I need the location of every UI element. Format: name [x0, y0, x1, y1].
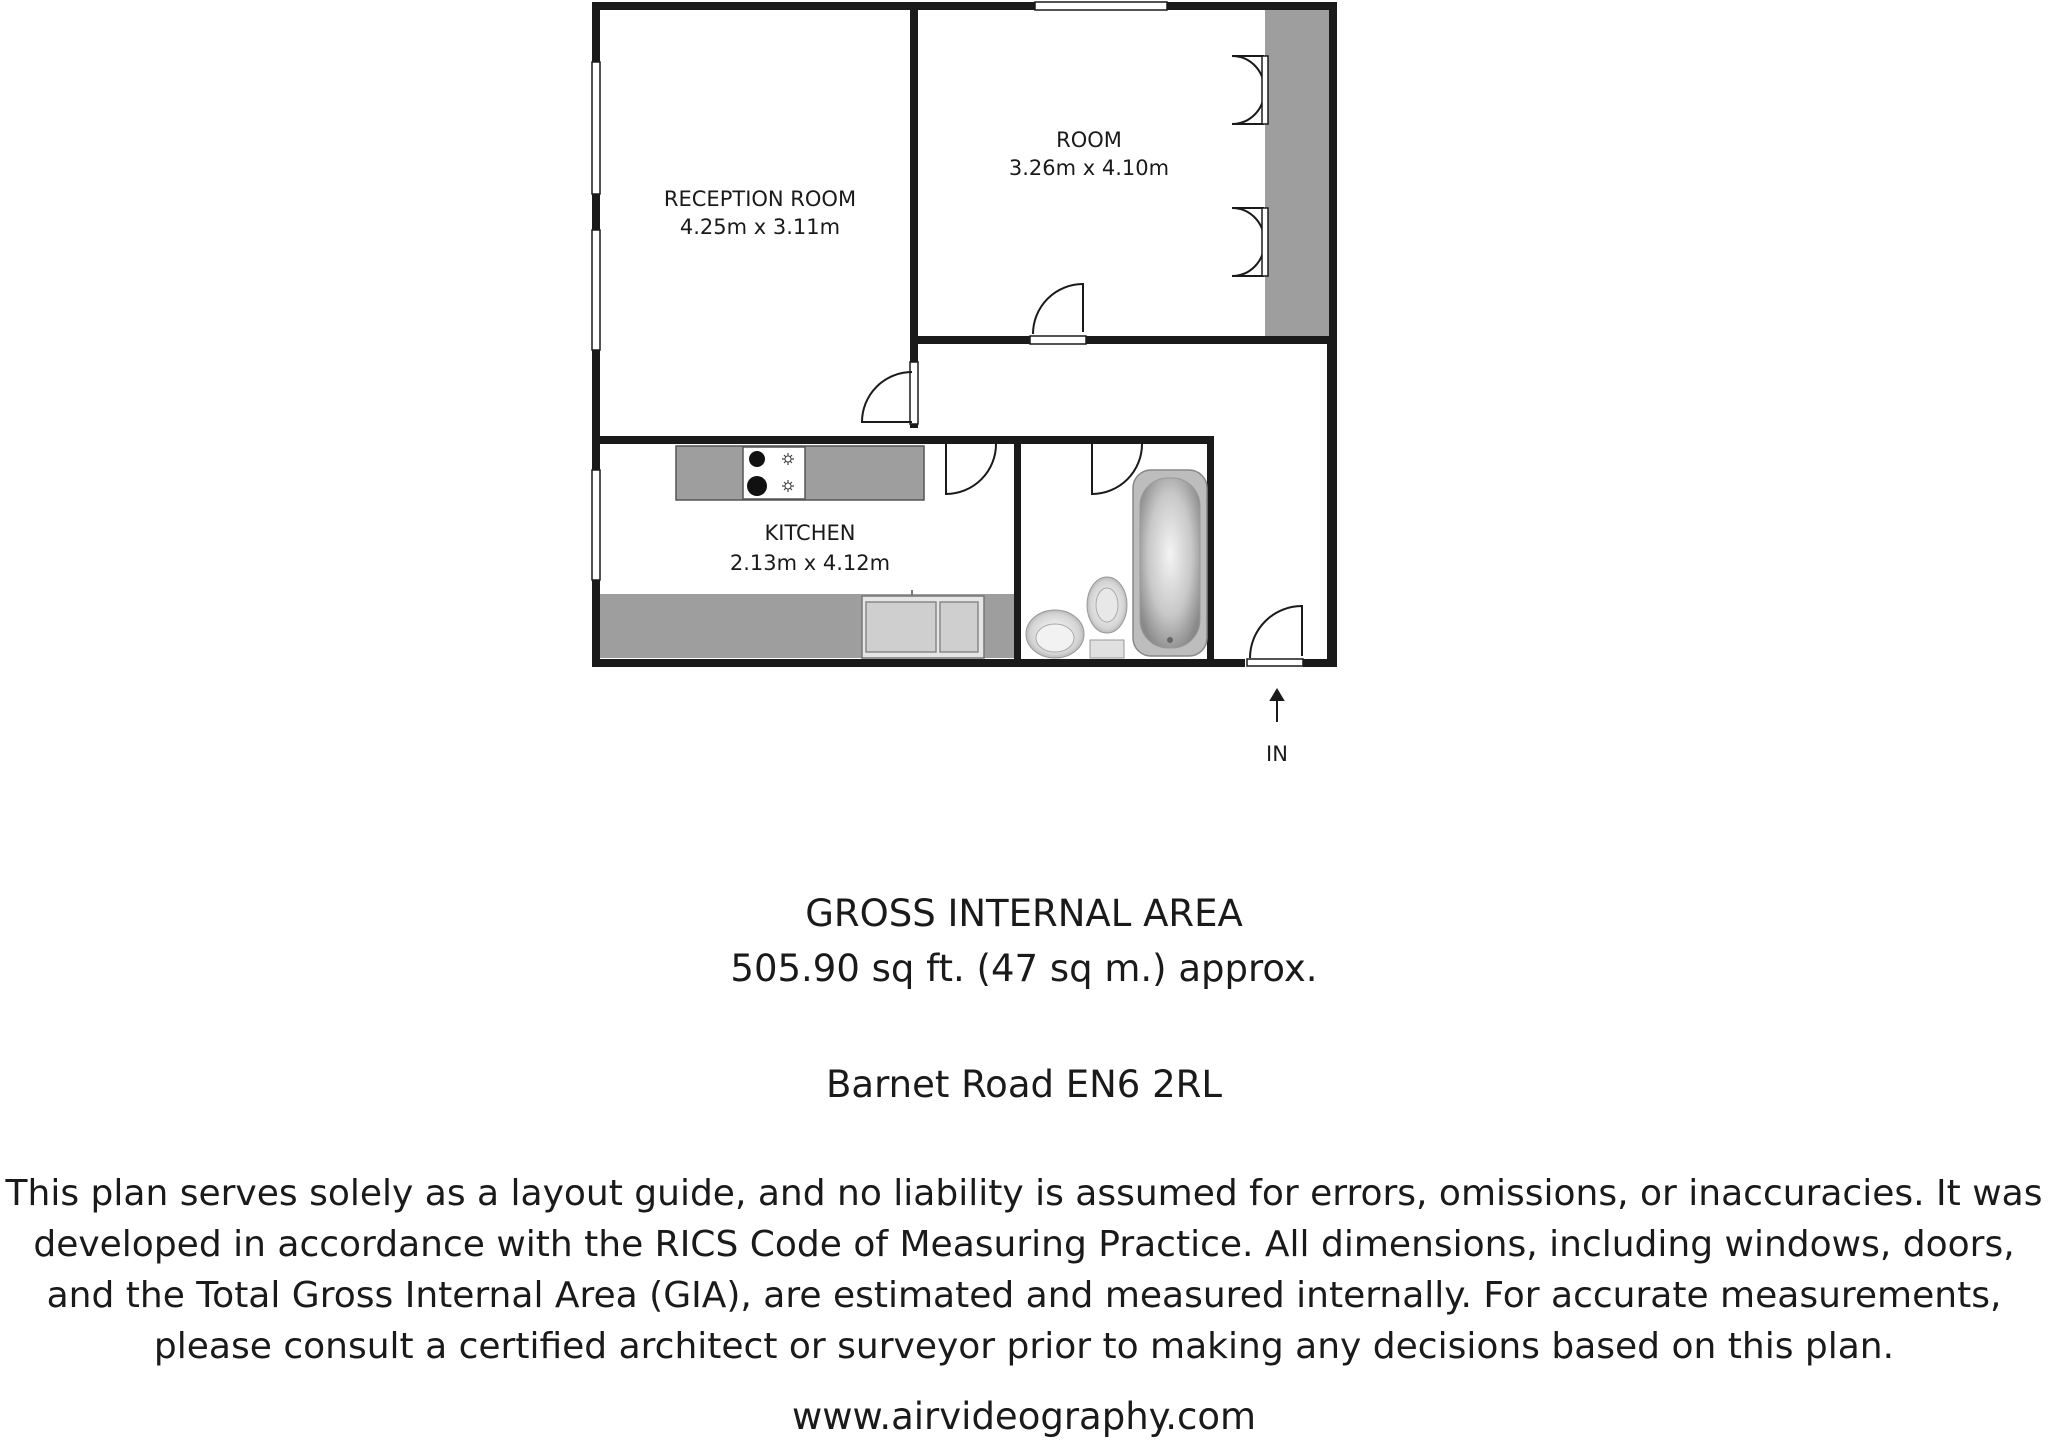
wardrobe-unit [1265, 10, 1329, 336]
room-dims-room: 3.26m x 4.10m [1008, 156, 1170, 180]
room-dims-reception: 4.25m x 3.11m [679, 215, 841, 239]
gia-title: GROSS INTERNAL AREA [805, 892, 1243, 935]
room-name-kitchen: KITCHEN [764, 521, 856, 545]
gia-value: 505.90 sq ft. (47 sq m.) approx. [730, 947, 1318, 990]
room-name-reception: RECEPTION ROOM [663, 187, 857, 211]
hob [743, 447, 805, 499]
entrance-label: IN [1266, 742, 1288, 766]
toilet [1087, 577, 1127, 658]
interior-walls [596, 6, 1333, 663]
entrance-arrow-icon [1271, 690, 1283, 722]
disclaimer-line: developed in accordance with the RICS Code of Measuring Practice. All dimensions, including windows, doors, [33, 1224, 2015, 1265]
disclaimer-line: This plan serves solely as a layout guide, and no liability is assumed for errors, omissions, or inaccuracies. It was [5, 1173, 2043, 1214]
room-name-room: ROOM [1056, 128, 1122, 152]
property-address: Barnet Road EN6 2RL [826, 1063, 1222, 1106]
wash-basin [1026, 610, 1084, 658]
kitchen-sink [862, 590, 984, 658]
room-dims-kitchen: 2.13m x 4.12m [729, 551, 891, 575]
disclaimer-line: and the Total Gross Internal Area (GIA), are estimated and measured internally. For accurate measurements, [46, 1275, 2002, 1316]
disclaimer [0, 1168, 2048, 1372]
walls [596, 6, 1333, 663]
disclaimer-line: please consult a certified architect or surveyor prior to making any decisions based on this plan. [153, 1326, 1895, 1367]
bathtub [1133, 470, 1207, 656]
website-link[interactable]: www.airvideography.com [791, 1395, 1257, 1438]
